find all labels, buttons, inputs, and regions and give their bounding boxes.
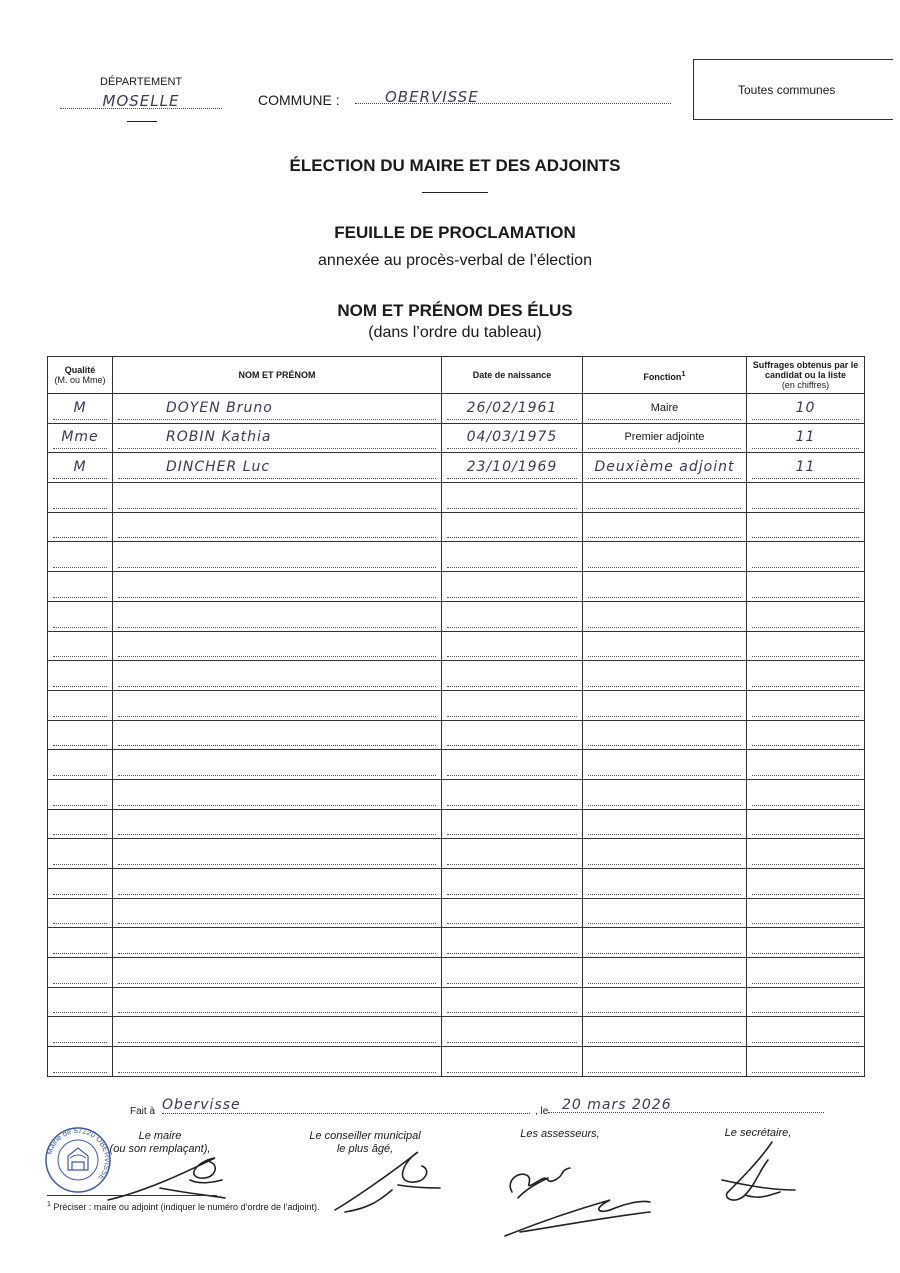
date-field[interactable] <box>447 872 577 895</box>
toutes-communes-label: Toutes communes <box>738 83 836 97</box>
cell-suffrages <box>747 779 865 809</box>
fonction-field[interactable] <box>588 515 741 538</box>
suffrages-field[interactable] <box>752 901 859 924</box>
cell-nom <box>113 1047 442 1077</box>
date-field[interactable] <box>447 1020 577 1043</box>
fait-value[interactable]: Obervisse <box>162 1097 530 1114</box>
suffrages-field[interactable] <box>752 1050 859 1073</box>
table-row <box>48 394 865 424</box>
cell-fonction <box>583 572 747 602</box>
cell-fonction <box>583 512 747 542</box>
cell-date <box>442 1017 583 1047</box>
title-feuille: FEUILLE DE PROCLAMATION <box>334 223 576 242</box>
cell-suffrages <box>747 1047 865 1077</box>
cell-suffrages <box>747 928 865 958</box>
cell-nom <box>113 987 442 1017</box>
cell-suffrages <box>747 572 865 602</box>
qualite-field[interactable] <box>53 664 107 687</box>
nom-field[interactable] <box>118 634 436 657</box>
cell-date <box>442 1047 583 1077</box>
cell-fonction <box>583 423 747 453</box>
qualite-field[interactable] <box>53 515 107 538</box>
title-divider <box>422 192 488 193</box>
toutes-communes-box <box>693 59 893 120</box>
fonction-field[interactable]: Maire <box>588 397 741 420</box>
table-row <box>48 869 865 899</box>
footnote: $^1$ Préciser : maire ou adjoint (indiquer le numéro d’ordre de l’adjoint). <box>47 1201 320 1212</box>
fonction-field[interactable] <box>588 961 741 984</box>
table-row <box>48 958 865 988</box>
commune-value[interactable]: OBERVISSE <box>355 88 671 104</box>
table-row <box>48 779 865 809</box>
fonction-field[interactable] <box>588 783 741 806</box>
cell-qualite <box>48 631 113 661</box>
elus-table <box>47 356 865 1077</box>
cell-qualite <box>48 839 113 869</box>
table-row <box>48 720 865 750</box>
cell-nom <box>113 512 442 542</box>
fait-label: Fait à <box>130 1106 156 1117</box>
cell-nom <box>113 809 442 839</box>
suffrages-field[interactable] <box>752 812 859 835</box>
stamp-text: Mairie de 57220 OBERVISSE <box>44 1126 112 1183</box>
qualite-field[interactable] <box>53 634 107 657</box>
fonction-field[interactable] <box>588 545 741 568</box>
table-row <box>48 661 865 691</box>
cell-qualite <box>48 423 113 453</box>
date-field[interactable] <box>447 694 577 717</box>
cell-nom <box>113 869 442 899</box>
qualite-field[interactable] <box>53 723 107 746</box>
header-suffrages: Suffrages obtenus par le candidat ou la liste (en chiffres) <box>747 357 865 394</box>
departement-label: DÉPARTEMENT <box>100 76 183 88</box>
cell-qualite <box>48 661 113 691</box>
cell-nom <box>113 750 442 780</box>
cell-nom <box>113 601 442 631</box>
nom-field[interactable] <box>118 575 436 598</box>
date-field[interactable] <box>447 486 577 509</box>
nom-field[interactable]: DOYEN Bruno <box>118 397 436 420</box>
fonction-field[interactable]: Premier adjointe <box>588 426 741 449</box>
fonction-field[interactable] <box>588 486 741 509</box>
qualite-field[interactable]: M <box>53 397 107 420</box>
table-row <box>48 690 865 720</box>
cell-fonction <box>583 394 747 424</box>
cell-suffrages <box>747 987 865 1017</box>
cell-date <box>442 631 583 661</box>
nom-field[interactable] <box>118 605 436 628</box>
date-value[interactable]: 20 mars 2026 <box>548 1097 824 1113</box>
nom-field[interactable] <box>118 961 436 984</box>
conseiller-signature-icon <box>335 1152 440 1212</box>
cell-date <box>442 809 583 839</box>
cell-fonction <box>583 839 747 869</box>
date-field[interactable] <box>447 901 577 924</box>
date-field[interactable] <box>447 842 577 865</box>
table-row <box>48 601 865 631</box>
nom-field[interactable] <box>118 545 436 568</box>
cell-fonction <box>583 958 747 988</box>
table-row <box>48 1047 865 1077</box>
fonction-field[interactable] <box>588 901 741 924</box>
cell-date <box>442 394 583 424</box>
suffrages-field[interactable] <box>752 990 859 1013</box>
date-field[interactable]: 23/10/1969 <box>447 456 577 479</box>
nom-field[interactable] <box>118 783 436 806</box>
cell-qualite <box>48 1047 113 1077</box>
qualite-field[interactable] <box>53 872 107 895</box>
fonction-field[interactable] <box>588 664 741 687</box>
qualite-field[interactable] <box>53 694 107 717</box>
table-row <box>48 898 865 928</box>
cell-fonction <box>583 987 747 1017</box>
cell-date <box>442 898 583 928</box>
qualite-field[interactable] <box>53 1020 107 1043</box>
qualite-field[interactable] <box>53 961 107 984</box>
cell-fonction <box>583 483 747 513</box>
cell-qualite <box>48 542 113 572</box>
footnote-divider <box>47 1195 217 1196</box>
cell-nom <box>113 1017 442 1047</box>
cell-fonction <box>583 1047 747 1077</box>
cell-date <box>442 869 583 899</box>
cell-qualite <box>48 869 113 899</box>
suffrages-field[interactable]: 11 <box>752 456 859 479</box>
qualite-field[interactable] <box>53 990 107 1013</box>
date-field[interactable] <box>447 634 577 657</box>
cell-date <box>442 839 583 869</box>
cell-date <box>442 750 583 780</box>
suffrages-field[interactable] <box>752 694 859 717</box>
cell-fonction <box>583 750 747 780</box>
cell-date <box>442 483 583 513</box>
cell-date <box>442 779 583 809</box>
cell-fonction <box>583 809 747 839</box>
cell-suffrages <box>747 512 865 542</box>
cell-qualite <box>48 512 113 542</box>
qualite-field[interactable] <box>53 486 107 509</box>
qualite-field[interactable] <box>53 901 107 924</box>
suffrages-field[interactable] <box>752 634 859 657</box>
qualite-field[interactable] <box>53 842 107 865</box>
nom-field[interactable] <box>118 1020 436 1043</box>
cell-date <box>442 661 583 691</box>
suffrages-field[interactable] <box>752 486 859 509</box>
fonction-field[interactable]: Deuxième adjoint <box>588 456 741 479</box>
cell-suffrages <box>747 542 865 572</box>
cell-date <box>442 601 583 631</box>
fonction-field[interactable] <box>588 605 741 628</box>
cell-fonction <box>583 1017 747 1047</box>
cell-nom <box>113 572 442 602</box>
table-row <box>48 423 865 453</box>
cell-qualite <box>48 601 113 631</box>
assesseurs-signature-label: Les assesseurs, <box>520 1128 600 1140</box>
cell-qualite <box>48 1017 113 1047</box>
suffrages-field[interactable] <box>752 545 859 568</box>
fonction-field[interactable] <box>588 1050 741 1073</box>
table-row <box>48 809 865 839</box>
cell-fonction <box>583 779 747 809</box>
table-row <box>48 453 865 483</box>
qualite-field[interactable] <box>53 575 107 598</box>
nom-field[interactable] <box>118 515 436 538</box>
nom-field[interactable]: DINCHER Luc <box>118 456 436 479</box>
cell-qualite <box>48 572 113 602</box>
cell-nom <box>113 631 442 661</box>
departement-divider <box>127 121 157 122</box>
cell-suffrages <box>747 869 865 899</box>
cell-suffrages <box>747 690 865 720</box>
suffrages-field[interactable]: 11 <box>752 426 859 449</box>
fonction-field[interactable] <box>588 990 741 1013</box>
cell-qualite <box>48 779 113 809</box>
fonction-field[interactable] <box>588 842 741 865</box>
cell-suffrages <box>747 720 865 750</box>
cell-date <box>442 423 583 453</box>
fonction-field[interactable] <box>588 1020 741 1043</box>
subtitle-ordre: (dans l’ordre du tableau) <box>368 324 542 341</box>
fonction-field[interactable] <box>588 872 741 895</box>
header-qualite: Qualité (M. ou Mme) <box>48 357 113 394</box>
cell-nom <box>113 720 442 750</box>
qualite-field[interactable] <box>53 783 107 806</box>
cell-nom <box>113 483 442 513</box>
date-field[interactable] <box>447 812 577 835</box>
table-row <box>48 839 865 869</box>
cell-suffrages <box>747 898 865 928</box>
date-field[interactable] <box>447 575 577 598</box>
nom-field[interactable] <box>118 486 436 509</box>
suffrages-field[interactable] <box>752 872 859 895</box>
cell-suffrages <box>747 1017 865 1047</box>
cell-nom <box>113 839 442 869</box>
cell-date <box>442 542 583 572</box>
suffrages-field[interactable] <box>752 664 859 687</box>
table-row <box>48 928 865 958</box>
cell-nom <box>113 661 442 691</box>
cell-suffrages <box>747 631 865 661</box>
cell-qualite <box>48 898 113 928</box>
date-field[interactable]: 04/03/1975 <box>447 426 577 449</box>
qualite-field[interactable]: M <box>53 456 107 479</box>
title-nom-elus: NOM ET PRÉNOM DES ÉLUS <box>337 301 573 320</box>
suffrages-field[interactable]: 10 <box>752 397 859 420</box>
cell-suffrages <box>747 839 865 869</box>
cell-fonction <box>583 453 747 483</box>
nom-field[interactable] <box>118 901 436 924</box>
table-row <box>48 542 865 572</box>
nom-field[interactable] <box>118 723 436 746</box>
title-election: ÉLECTION DU MAIRE ET DES ADJOINTS <box>289 156 621 175</box>
fonction-field[interactable] <box>588 634 741 657</box>
qualite-field[interactable] <box>53 545 107 568</box>
date-label: , le <box>535 1106 549 1117</box>
cell-qualite <box>48 453 113 483</box>
cell-date <box>442 512 583 542</box>
table-row <box>48 750 865 780</box>
header-fonction: Fonction$^1$ <box>583 357 747 394</box>
cell-nom <box>113 898 442 928</box>
cell-nom <box>113 958 442 988</box>
cell-nom <box>113 542 442 572</box>
maire-signature-icon <box>108 1158 225 1200</box>
fonction-field[interactable] <box>588 753 741 776</box>
qualite-field[interactable]: Mme <box>53 426 107 449</box>
suffrages-field[interactable] <box>752 842 859 865</box>
fonction-field[interactable] <box>588 694 741 717</box>
cell-suffrages <box>747 601 865 631</box>
suffrages-field[interactable] <box>752 961 859 984</box>
nom-field[interactable] <box>118 842 436 865</box>
cell-suffrages <box>747 453 865 483</box>
cell-date <box>442 572 583 602</box>
cell-qualite <box>48 750 113 780</box>
cell-nom <box>113 928 442 958</box>
cell-fonction <box>583 720 747 750</box>
cell-fonction <box>583 690 747 720</box>
departement-value[interactable]: MOSELLE <box>60 92 222 109</box>
date-field[interactable] <box>447 753 577 776</box>
cell-date <box>442 987 583 1017</box>
nom-field[interactable] <box>118 931 436 954</box>
suffrages-field[interactable] <box>752 515 859 538</box>
cell-date <box>442 928 583 958</box>
header-nom: NOM ET PRÉNOM <box>113 357 442 394</box>
cell-date <box>442 720 583 750</box>
cell-fonction <box>583 869 747 899</box>
nom-field[interactable] <box>118 664 436 687</box>
cell-fonction <box>583 898 747 928</box>
qualite-field[interactable] <box>53 812 107 835</box>
cell-suffrages <box>747 661 865 691</box>
cell-fonction <box>583 631 747 661</box>
cell-fonction <box>583 661 747 691</box>
date-field[interactable] <box>447 515 577 538</box>
cell-suffrages <box>747 809 865 839</box>
nom-field[interactable] <box>118 1050 436 1073</box>
cell-fonction <box>583 928 747 958</box>
cell-suffrages <box>747 750 865 780</box>
fonction-field[interactable] <box>588 575 741 598</box>
cell-qualite <box>48 987 113 1017</box>
table-row <box>48 572 865 602</box>
cell-qualite <box>48 958 113 988</box>
secretaire-signature-icon <box>722 1142 795 1200</box>
fonction-field[interactable] <box>588 931 741 954</box>
cell-suffrages <box>747 958 865 988</box>
cell-date <box>442 453 583 483</box>
cell-date <box>442 690 583 720</box>
qualite-field[interactable] <box>53 931 107 954</box>
secretaire-signature-label: Le secrétaire, <box>724 1127 792 1139</box>
suffrages-field[interactable] <box>752 753 859 776</box>
qualite-field[interactable] <box>53 1050 107 1073</box>
table-row <box>48 1017 865 1047</box>
conseiller-signature-label: Le conseiller municipal le plus âgé, <box>309 1130 421 1155</box>
cell-nom <box>113 453 442 483</box>
qualite-field[interactable] <box>53 605 107 628</box>
cell-fonction <box>583 601 747 631</box>
date-field[interactable] <box>447 990 577 1013</box>
cell-suffrages <box>747 423 865 453</box>
cell-suffrages <box>747 483 865 513</box>
cell-qualite <box>48 690 113 720</box>
commune-label: COMMUNE : <box>258 92 340 108</box>
suffrages-field[interactable] <box>752 931 859 954</box>
suffrages-field[interactable] <box>752 783 859 806</box>
fonction-field[interactable] <box>588 723 741 746</box>
table-row <box>48 987 865 1017</box>
date-field[interactable]: 26/02/1961 <box>447 397 577 420</box>
table-row <box>48 483 865 513</box>
table-body <box>48 394 865 1077</box>
cell-date <box>442 958 583 988</box>
nom-field[interactable] <box>118 990 436 1013</box>
cell-nom <box>113 394 442 424</box>
cell-suffrages <box>747 394 865 424</box>
assesseur-1-signature-icon <box>510 1168 570 1198</box>
cell-qualite <box>48 720 113 750</box>
suffrages-field[interactable] <box>752 1020 859 1043</box>
date-field[interactable] <box>447 664 577 687</box>
cell-fonction <box>583 542 747 572</box>
header-date: Date de naissance <box>442 357 583 394</box>
date-field[interactable] <box>447 931 577 954</box>
cell-qualite <box>48 483 113 513</box>
table-header-row <box>48 357 865 394</box>
table-row <box>48 512 865 542</box>
date-field[interactable] <box>447 723 577 746</box>
date-field[interactable] <box>447 1050 577 1073</box>
subtitle-annexe: annexée au procès-verbal de l’élection <box>318 252 592 269</box>
table-row <box>48 631 865 661</box>
fonction-field[interactable] <box>588 812 741 835</box>
cell-qualite <box>48 394 113 424</box>
suffrages-field[interactable] <box>752 723 859 746</box>
date-field[interactable] <box>447 961 577 984</box>
cell-nom <box>113 779 442 809</box>
nom-field[interactable] <box>118 872 436 895</box>
cell-qualite <box>48 809 113 839</box>
maire-signature-label: Le maire (ou son remplaçant), <box>109 1130 211 1155</box>
nom-field[interactable]: ROBIN Kathia <box>118 426 436 449</box>
cell-qualite <box>48 928 113 958</box>
suffrages-field[interactable] <box>752 575 859 598</box>
date-field[interactable] <box>447 605 577 628</box>
suffrages-field[interactable] <box>752 605 859 628</box>
nom-field[interactable] <box>118 694 436 717</box>
assesseur-2-signature-icon <box>505 1200 650 1236</box>
date-field[interactable] <box>447 783 577 806</box>
date-field[interactable] <box>447 545 577 568</box>
cell-nom <box>113 423 442 453</box>
qualite-field[interactable] <box>53 753 107 776</box>
nom-field[interactable] <box>118 753 436 776</box>
nom-field[interactable] <box>118 812 436 835</box>
cell-nom <box>113 690 442 720</box>
